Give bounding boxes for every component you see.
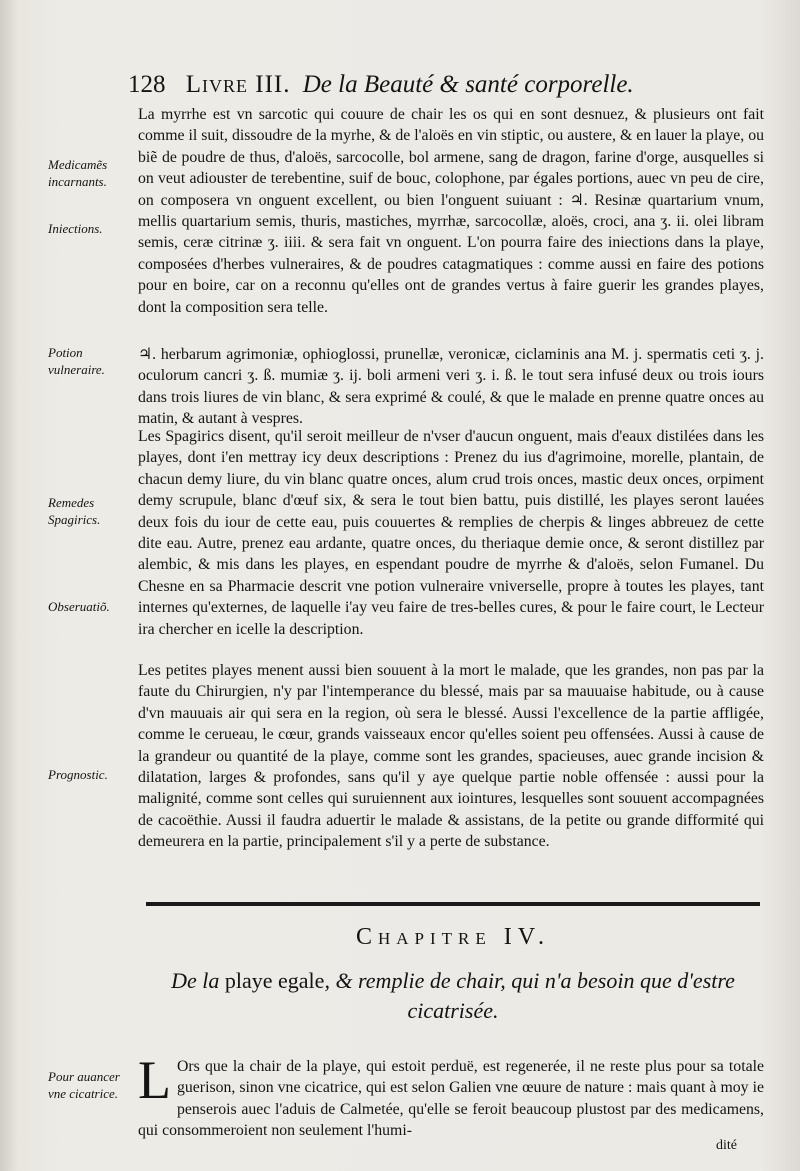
margin-note-potion: Potion vulneraire. — [48, 345, 105, 377]
margin-note-injections: Iniections. — [48, 221, 103, 236]
paragraph-text: Les petites playes menent aussi bien souuent à la mort le malade, que les grandes, non pas par la faute du Chirurgien, n'y par l'intemperance du blessé, mais par sa mauuaise habitude, ou à cause d'vn mauuais air qui sera en la region, où sera le blessé. Aussi l'excellence de la partie affligée, comme le cerueau, le cœur, grands vaisseaux encor qu'elles soient peu offensées. Aussi à cause de la grandeur ou quantité de la playe, comme sont les grandes, spacieuses, auec grande incision & dilatation, larges & profondes, sans qu'il y aye quelque partie noble offensée : aussi pour la malignité, comme sont celles qui suruiennent aux iointures, lesquelles sont souuent accompagnées de cacoëthie. Aussi il faudra aduertir le malade & assistans, de la petite ou grande difformité qui demeurera en la partie, principalement s'il y a perte de substance. — [138, 662, 764, 851]
margin-note-pour-avancer: Pour auancer vne cicatrice. — [48, 1069, 120, 1101]
chapter-subtitle-a: De la — [171, 968, 220, 993]
chapter-subtitle — [146, 966, 760, 1026]
running-head — [128, 70, 768, 100]
chapter-subtitle-c: , & remplie de chair, qui n'a besoin que d'estre cicatrisée. — [324, 968, 735, 1023]
running-subject: De la Beauté & santé corporelle. — [302, 71, 634, 98]
paragraph-recipe — [138, 344, 764, 430]
paragraph-petites-playes — [138, 660, 764, 853]
paragraph-text: Les Spagirics disent, qu'il seroit meilleur de n'vser d'aucun onguent, mais d'eaux distilées dans les playes, dont i'en mettray icy deux descriptions : Prenez du ius d'agrimoine, morelle, plantain, de chacun demy liure, du vin blanc quatre onces, alum crud trois onces, mastic deux onces, orpiment demy scrupule, blanc d'œuf six, & sera le tout bien battu, puis distillé, les playes seront lauées deux fois du iour de cette eau, puis couuertes & remplies de cherpis & linges abbreuez de cette dite eau. Autre, prenez eau ardante, quatre onces, du theriaque demie once, & seront distillez par alembic, & mis dans les playes, en espendant poudre de myrrhe & d'aloës, selon Fumanel. Du Chesne en sa Pharmacie descrit vne potion vulneraire vniverselle, propre à toutes les playes, tant internes qu'externes, de laquelle i'ay veu faire de tres-belles cures, & pour le faire court, le Lecteur ira chercher en icelle la description. — [138, 428, 764, 638]
margin-note-medicaments: Medicamẽs incarnants. — [48, 157, 108, 189]
paragraph-text: La myrrhe est vn sarcotic qui couure de chair les os qui en sont desnuez, & plusieurs ont fait comme il suit, dissoudre de la myrhe, & de l'aloës en vin stiptic, ou austere, & en lauer la playe, ou biẽ de poudre de thus, d'aloës, sarcocolle, bol armene, sang de dragon, farine d'orge, ausquelles si on veut adiouster de terebentine, suif de bouc, colophone, par égales portions, auec vn peu de cire, on composera vn onguent excellent, ou bien l'onguent suiuant : ♃. Resinæ quartarium vnum, mellis quartarium semis, thuris, mastiches, myrrhæ, sarcocollæ, aloës, croci, ana ʒ. ii. olei libram semis, ceræ citrinæ ʒ. iiii. & sera fait vn onguent. L'on pourra faire des iniections dans la playe, composées d'herbes vulneraires, & de poudres catagmatiques : comme aussi en faire des potions pour en boire, car on a reconnu qu'elles ont de grandes vertus à faire guerir les grandes playes, dont la composition sera telle. — [138, 106, 764, 316]
paragraph-text: ♃. herbarum agrimoniæ, ophioglossi, prunellæ, veronicæ, ciclaminis ana M. j. spermatis ceti ʒ. j. oculorum cancri ʒ. ß. mumiæ ʒ. ij. boli armeni veri ʒ. i. ß. le tout sera infusé deux ou trois iours dans trois liures de vin blanc, & sera exprimé & coulé, & que le malade en prenne quatre onces au matin, & autant à vespres. — [138, 346, 764, 428]
paragraph-text: Ors que la chair de la playe, qui estoit perduë, est regenerée, il ne reste plus pour sa totale guerison, sinon vne cicatrice, qui est selon Galien vne œuure de nature : mais quant à moy ie penserois auec l'aduis de Calmetée, qu'elle se feroit beaucoup plustost par des medicamens, qui consommeroient non seulement l'humi- — [138, 1058, 764, 1140]
page-number: 128 — [128, 71, 166, 98]
margin-note-observation: Obseruatiõ. — [48, 599, 110, 614]
catchword: dité — [716, 1138, 737, 1153]
paragraph-myrrhe — [138, 104, 764, 318]
chapter-title: Chapitre IV. — [355, 924, 550, 950]
chapter-rule — [146, 902, 760, 906]
book-label: Livre III. — [185, 71, 291, 98]
margin-note-remedes: Remedes Spagirics. — [48, 495, 101, 527]
paragraph-chapter-opening — [138, 1050, 764, 1142]
margin-note-prognostic: Prognostic. — [48, 767, 108, 782]
drop-cap: L — [138, 1050, 171, 1110]
chapter-subtitle-b: playe egale — [224, 968, 325, 993]
paragraph-spagirics — [138, 426, 764, 640]
